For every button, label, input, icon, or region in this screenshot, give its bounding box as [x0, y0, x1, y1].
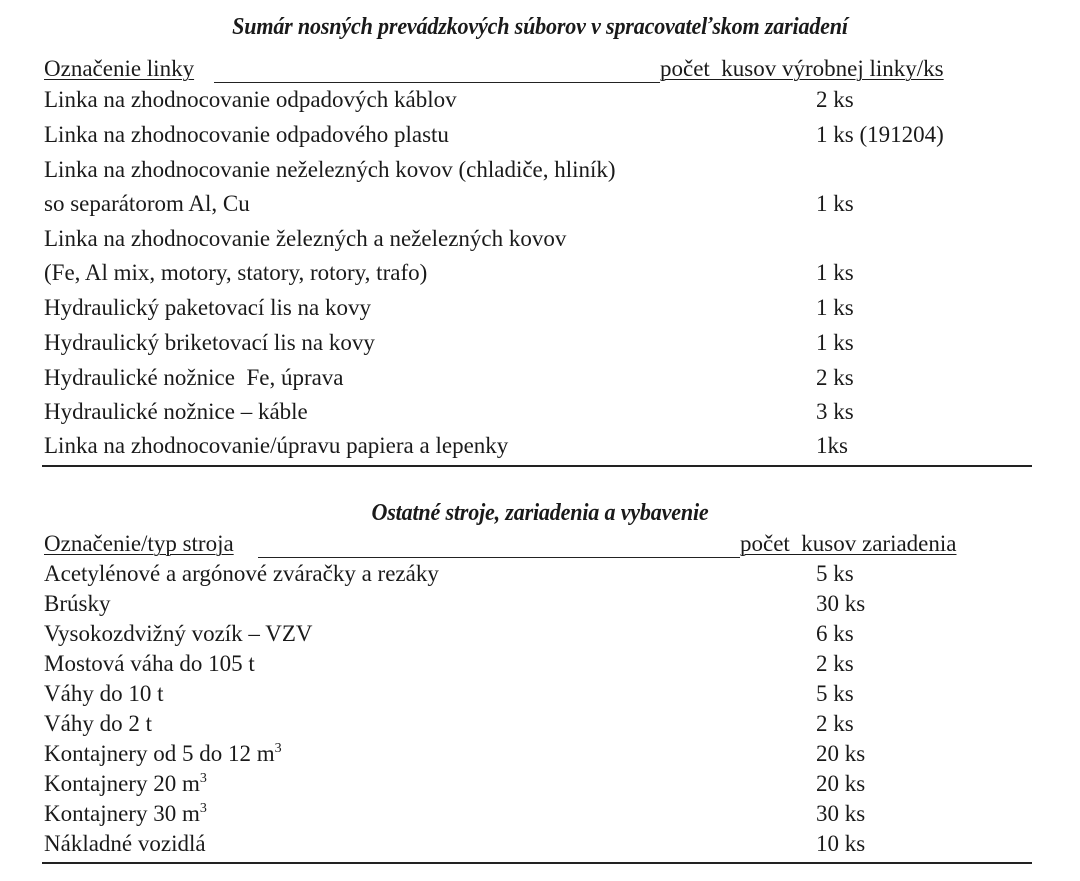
superscript-exponent: 3 [199, 801, 207, 816]
superscript-exponent: 3 [199, 771, 207, 786]
table2-row-name [44, 561, 439, 587]
table2-row-count: 2 ks [816, 711, 854, 736]
table1-col-count-header: počet kusov výrobnej linky/ks [660, 56, 944, 81]
table2-row-name [44, 621, 313, 647]
table2-row-name [44, 801, 207, 827]
table2-row-count: 2 ks [816, 651, 854, 676]
table2-row-count: 30 ks [816, 801, 866, 826]
table1-row-name: Linka na zhodnocovanie odpadového plastu [44, 122, 449, 147]
table2-row-name [44, 681, 163, 707]
table2-row-name-text: Vysokozdvižný vozík – VZV [44, 621, 313, 646]
table2-row-count: 30 ks [816, 591, 866, 616]
table2-row-count: 10 ks [816, 831, 866, 856]
table1-row-name: Hydraulické nožnice – káble [44, 399, 308, 424]
table1-row-name-continued: (Fe, Al mix, motory, statory, rotory, trafo) [44, 260, 428, 285]
table1-row-count: 3 ks [816, 399, 854, 424]
table2-row-name-text: Kontajnery 30 m [44, 801, 200, 826]
table2-row-name [44, 771, 207, 797]
superscript-exponent: 3 [274, 741, 282, 756]
table2-row-name-text: Nákladné vozidlá [44, 831, 206, 856]
table2-col-count-header: počet kusov zariadenia [740, 531, 957, 556]
table2-row-name-text: Mostová váha do 105 t [44, 651, 255, 676]
table1-row-count: 2 ks [816, 87, 854, 112]
table1-title: Sumár nosných prevádzkových súborov v spracovateľskom zariadení [232, 14, 848, 40]
table2-row-count: 5 ks [816, 561, 854, 586]
table2-header-rule [258, 557, 740, 558]
table2-row-count: 6 ks [816, 621, 854, 646]
table2-row-name-text: Brúsky [44, 591, 111, 616]
table2-row-count: 20 ks [816, 741, 866, 766]
table1-row-name: Hydraulický paketovací lis na kovy [44, 295, 372, 320]
table2-row-name [44, 651, 255, 677]
table2-row-count: 20 ks [816, 771, 866, 796]
table1-row-count: 1 ks [816, 295, 854, 320]
table2-row-name [44, 831, 206, 857]
table1-row-count: 2 ks [816, 365, 854, 390]
table2-row-name [44, 741, 282, 767]
table1-row-count: 1 ks [816, 330, 854, 355]
table2-bottom-rule [42, 862, 1032, 864]
table2-col-name-header: Označenie/typ stroja [44, 531, 234, 556]
table1-row-count: 1ks [816, 433, 848, 458]
table2-row-name-text: Kontajnery 20 m [44, 771, 200, 796]
table1-header-rule [214, 82, 660, 83]
table1-row-name-continued: so separátorom Al, Cu [44, 191, 250, 216]
table2-row-name-text: Váhy do 2 t [44, 711, 152, 736]
table1-row-count: 1 ks (191204) [816, 122, 944, 147]
table2-row-name [44, 591, 110, 617]
table2-title: Ostatné stroje, zariadenia a vybavenie [371, 500, 709, 526]
table1-row-name: Linka na zhodnocovanie odpadových káblov [44, 87, 457, 112]
table1-row-name: Hydraulické nožnice Fe, úprava [44, 365, 344, 390]
table1-row-name: Linka na zhodnocovanie/úpravu papiera a lepenky [44, 433, 509, 458]
table2-row-name-text: Acetylénové a argónové zváračky a rezáky [44, 561, 439, 586]
table1-bottom-rule [42, 465, 1032, 467]
table2-row-name-text: Váhy do 10 t [44, 681, 164, 706]
table1-row-count: 1 ks [816, 260, 854, 285]
table1-row-name: Linka na zhodnocovanie železných a neželezných kovov [44, 226, 567, 251]
table1-row-name: Linka na zhodnocovanie neželezných kovov (chladiče, hliník) [44, 157, 616, 182]
table1-row-name: Hydraulický briketovací lis na kovy [44, 330, 375, 355]
table1-col-name-header: Označenie linky [44, 56, 195, 81]
table1-row-count: 1 ks [816, 191, 854, 216]
table2-row-count: 5 ks [816, 681, 854, 706]
table2-row-name [44, 711, 152, 737]
table2-row-name-text: Kontajnery od 5 do 12 m [44, 741, 275, 766]
